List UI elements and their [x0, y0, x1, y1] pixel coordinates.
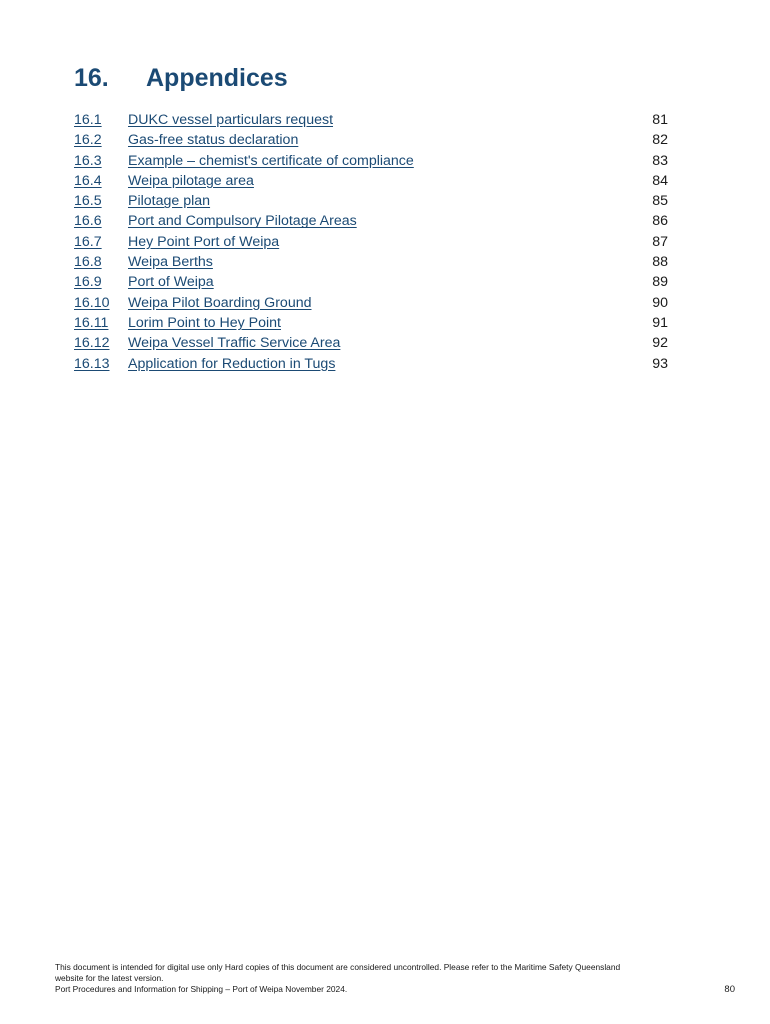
toc-entry-link[interactable]: Lorim Point to Hey Point — [128, 314, 281, 331]
toc-entry-link[interactable]: Pilotage plan — [128, 193, 211, 210]
section-heading — [74, 62, 288, 94]
toc-entry-number[interactable]: 16.3 — [74, 152, 102, 169]
toc-entry-number[interactable]: 16.7 — [74, 233, 102, 250]
toc-entry[interactable] — [74, 151, 670, 171]
toc-entry[interactable] — [74, 354, 670, 374]
toc-entry-link[interactable]: Hey Point Port of Weipa — [128, 233, 280, 250]
toc-entry-number[interactable]: 16.2 — [74, 132, 102, 149]
toc-entry-page: 81 — [652, 112, 668, 128]
toc-entry-number[interactable]: 16.9 — [74, 274, 102, 291]
appendix-toc — [74, 110, 670, 374]
toc-entry[interactable] — [74, 110, 670, 130]
toc-entry-page: 87 — [652, 233, 668, 250]
footer-document-title: Port Procedures and Information for Shipping – Port of Weipa November 2024. — [55, 984, 348, 994]
toc-entry-page: 83 — [652, 152, 668, 169]
footer-disclaimer-line-1: This document is intended for digital use only Hard copies of this document are considered uncontrolled. Please refer to the Maritime Safety Queensland — [55, 962, 621, 972]
toc-entry-page: 86 — [652, 213, 668, 230]
toc-entry[interactable] — [74, 171, 670, 191]
toc-entry-link[interactable]: Port and Compulsory Pilotage Areas — [128, 213, 357, 230]
toc-entry-page: 91 — [652, 314, 668, 331]
toc-entry[interactable] — [74, 130, 670, 150]
toc-entry-number[interactable]: 16.4 — [74, 172, 102, 189]
toc-entry-page: 93 — [652, 355, 668, 372]
toc-entry-link[interactable]: Weipa Pilot Boarding Ground — [128, 294, 312, 311]
toc-entry-link[interactable]: Weipa Vessel Traffic Service Area — [128, 335, 341, 352]
toc-entry[interactable] — [74, 191, 670, 211]
toc-entry[interactable] — [74, 232, 670, 252]
toc-entry[interactable] — [74, 252, 670, 272]
toc-entry-page: 89 — [652, 274, 668, 291]
toc-entry-page: 90 — [652, 294, 668, 311]
toc-entry[interactable] — [74, 211, 670, 231]
toc-entry-link[interactable]: Application for Reduction in Tugs — [128, 355, 336, 372]
toc-entry-page: 88 — [652, 254, 668, 271]
toc-entry-number[interactable]: 16.8 — [74, 254, 102, 271]
page-footer — [55, 962, 735, 995]
toc-entry-number[interactable]: 16.12 — [74, 335, 110, 352]
toc-entry-number[interactable]: 16.11 — [74, 314, 109, 331]
toc-entry-number[interactable]: 16.5 — [74, 193, 102, 210]
toc-entry[interactable] — [74, 272, 670, 292]
toc-entry-link[interactable]: Port of Weipa — [128, 274, 214, 291]
toc-entry[interactable] — [74, 333, 670, 353]
section-number: 16. — [74, 64, 109, 92]
toc-entry-page: 92 — [652, 335, 668, 352]
toc-entry-number[interactable]: 16.6 — [74, 213, 102, 230]
footer-disclaimer-line-2: website for the latest version. — [55, 973, 164, 983]
toc-entry-page: 84 — [652, 172, 668, 189]
toc-entry-link[interactable]: Example – chemist's certificate of compliance — [128, 152, 414, 169]
section-title: Appendices — [146, 64, 288, 92]
toc-entry-link[interactable]: Gas-free status declaration — [128, 132, 299, 149]
footer-page-number: 80 — [724, 984, 735, 995]
toc-entry-number[interactable]: 16.13 — [74, 355, 110, 372]
toc-entry-link[interactable]: DUKC vessel particulars request — [128, 112, 334, 128]
toc-entry-page: 85 — [652, 193, 668, 210]
toc-entry[interactable] — [74, 293, 670, 313]
toc-entry-number[interactable]: 16.10 — [74, 294, 110, 311]
toc-entry-link[interactable]: Weipa Berths — [128, 254, 213, 271]
toc-entry[interactable] — [74, 313, 670, 333]
toc-entry-page: 82 — [652, 132, 668, 149]
toc-entry-link[interactable]: Weipa pilotage area — [128, 172, 254, 189]
toc-entry-number[interactable]: 16.1 — [74, 112, 102, 128]
